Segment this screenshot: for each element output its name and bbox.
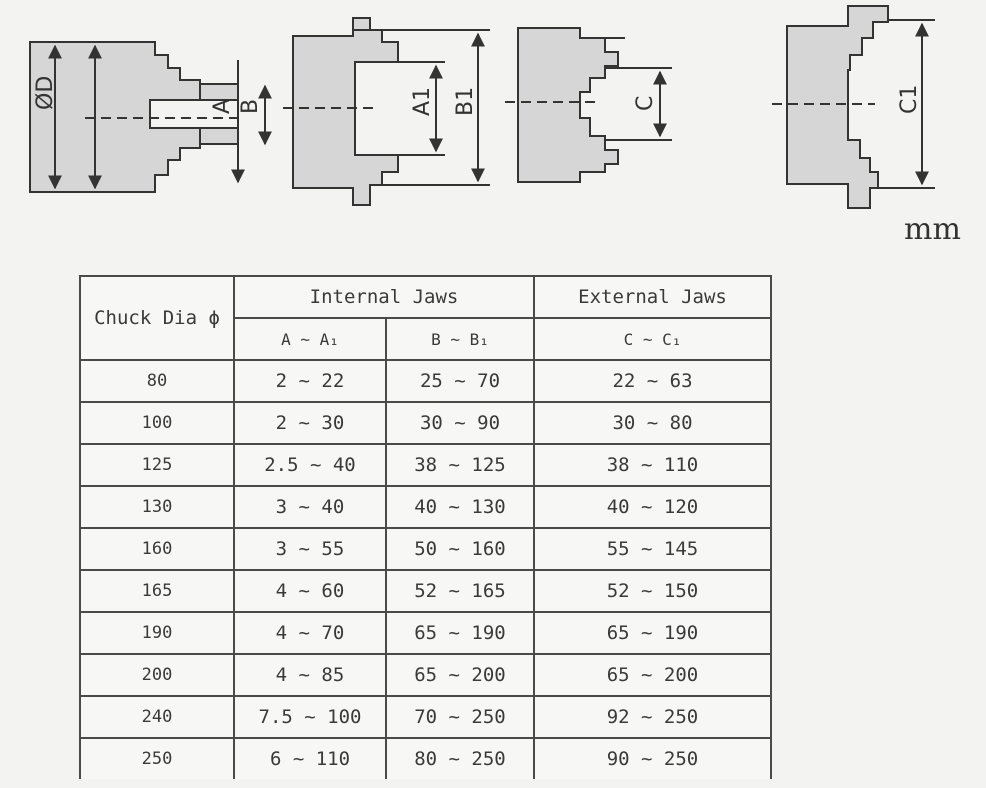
cell-b-b1: 50 ~ 160 (386, 528, 534, 570)
label-c1: C1 (897, 84, 922, 114)
cell-b-b1: 30 ~ 90 (386, 402, 534, 444)
cell-a-a1: 7.5 ~ 100 (234, 696, 386, 738)
cell-chuck-dia: 130 (80, 486, 234, 528)
cell-a-a1: 6 ~ 110 (234, 738, 386, 779)
chuck-jaw-spec-table (79, 275, 772, 779)
cell-c-c1: 90 ~ 250 (534, 738, 771, 779)
cell-chuck-dia: 250 (80, 738, 234, 779)
cell-a-a1: 4 ~ 60 (234, 570, 386, 612)
cell-c-c1: 52 ~ 150 (534, 570, 771, 612)
cell-a-a1: 3 ~ 40 (234, 486, 386, 528)
table-row (80, 738, 771, 779)
cell-chuck-dia: 125 (80, 444, 234, 486)
cell-c-c1: 40 ~ 120 (534, 486, 771, 528)
cell-chuck-dia: 190 (80, 612, 234, 654)
cell-chuck-dia: 240 (80, 696, 234, 738)
cell-c-c1: 65 ~ 190 (534, 612, 771, 654)
label-c: C (633, 95, 658, 111)
header-a-a1: A ~ A₁ (234, 318, 386, 360)
cell-a-a1: 4 ~ 70 (234, 612, 386, 654)
cell-b-b1: 70 ~ 250 (386, 696, 534, 738)
header-external-jaws: External Jaws (534, 276, 771, 318)
cell-a-a1: 4 ~ 85 (234, 654, 386, 696)
cell-a-a1: 3 ~ 55 (234, 528, 386, 570)
cell-chuck-dia: 165 (80, 570, 234, 612)
cell-b-b1: 25 ~ 70 (386, 360, 534, 402)
cell-a-a1: 2 ~ 22 (234, 360, 386, 402)
cell-c-c1: 55 ~ 145 (534, 528, 771, 570)
table-row (80, 360, 771, 402)
table-row (80, 696, 771, 738)
diagram-chuck-internal-grip (30, 42, 265, 192)
label-b1: B1 (453, 86, 478, 116)
unit-label: mm (904, 212, 961, 247)
header-chuck-dia: Chuck Dia ϕ (80, 276, 234, 360)
cell-b-b1: 40 ~ 130 (386, 486, 534, 528)
cell-c-c1: 92 ~ 250 (534, 696, 771, 738)
table-row (80, 570, 771, 612)
table-row (80, 402, 771, 444)
cell-b-b1: 65 ~ 190 (386, 612, 534, 654)
jaw-diagrams (0, 0, 986, 260)
header-internal-jaws: Internal Jaws (234, 276, 534, 318)
table-row (80, 444, 771, 486)
cell-b-b1: 52 ~ 165 (386, 570, 534, 612)
table-row (80, 528, 771, 570)
cell-chuck-dia: 160 (80, 528, 234, 570)
cell-b-b1: 65 ~ 200 (386, 654, 534, 696)
cell-chuck-dia: 80 (80, 360, 234, 402)
cell-a-a1: 2.5 ~ 40 (234, 444, 386, 486)
table-row (80, 612, 771, 654)
cell-c-c1: 30 ~ 80 (534, 402, 771, 444)
label-a1: A1 (410, 86, 435, 116)
header-b-b1: B ~ B₁ (386, 318, 534, 360)
cell-a-a1: 2 ~ 30 (234, 402, 386, 444)
label-a: A (210, 98, 235, 114)
table-row (80, 654, 771, 696)
table-row (80, 486, 771, 528)
cell-c-c1: 38 ~ 110 (534, 444, 771, 486)
cell-chuck-dia: 200 (80, 654, 234, 696)
cell-c-c1: 65 ~ 200 (534, 654, 771, 696)
cell-chuck-dia: 100 (80, 402, 234, 444)
cell-b-b1: 80 ~ 250 (386, 738, 534, 779)
label-d: ØD (33, 75, 58, 110)
cell-c-c1: 22 ~ 63 (534, 360, 771, 402)
header-c-c1: C ~ C₁ (534, 318, 771, 360)
cell-b-b1: 38 ~ 125 (386, 444, 534, 486)
label-b: B (238, 98, 263, 114)
